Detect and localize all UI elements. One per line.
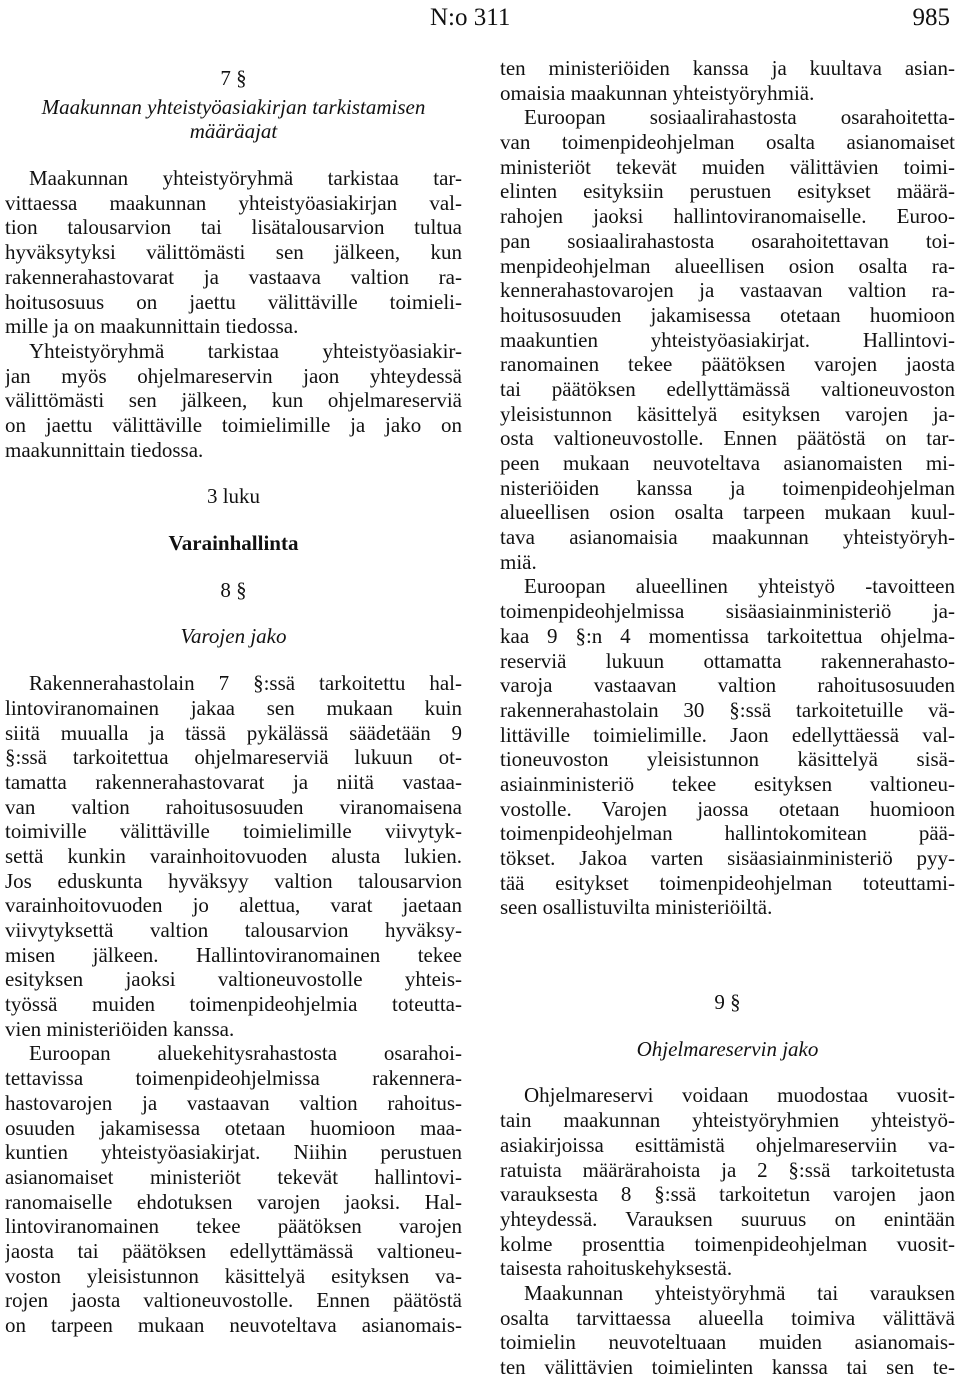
paragraph	[5, 339, 462, 462]
page-number-label: N:o 311	[430, 4, 511, 31]
section-9-heading: Ohjelmareservin jako	[636, 1036, 819, 1061]
text-line: taisesta rahoituskehyksestä.	[500, 1256, 733, 1281]
text-line: Euroopan sosiaalirahastosta osarahoitetta-	[524, 105, 955, 130]
paragraph	[500, 574, 955, 920]
chapter-number: 3 luku	[206, 484, 261, 509]
section-9-title: 9 §	[714, 990, 741, 1015]
text-line: esityksen jaoksi valtioneuvostolle yhteis-	[5, 967, 462, 992]
text-line: hoitusosuus on jaettu välittäville toimieli-	[5, 289, 462, 314]
text-line: ministeriöt tekevät muiden välittävien toimi-	[500, 154, 955, 179]
text-line: maakunnittain tiedossa.	[5, 437, 204, 462]
text-line: hyväksytyksi välittömästi sen jälkeen, kun	[5, 240, 462, 265]
text-line: tamatta rakennerahastovarat ja niitä vastaa-	[5, 769, 462, 794]
text-line: peen mukaan neuvoteltava asianomaisten mi-	[500, 451, 955, 475]
text-line: menpideohjelman alueellisen osion osalta ra-	[500, 253, 955, 278]
text-line: tion talousarvion tai lisätalousarvion tultua	[5, 215, 462, 240]
text-line: Jos eduskunta hyväksyy valtion talousarvion	[5, 868, 462, 893]
text-line: viivytyksettä valtion talousarvion hyväksy-	[5, 918, 462, 943]
text-line: yhteydessä. Varauksen suuruus on enintään	[500, 1206, 955, 1231]
text-line: tain maakunnan yhteistyöryhmien yhteistyö-	[500, 1108, 955, 1133]
text-line: pan sosiaalirahastosta osarahoitettavan toi-	[500, 228, 955, 253]
text-line: hastovarojen ja vastaavan valtion rahoitus-	[5, 1090, 462, 1115]
text-line: littäville toimielimille. Jaon edellyttäessä val-	[500, 722, 955, 747]
text-line: Rakennerahastolain 7 §:ssä tarkoitettu hal-	[29, 671, 462, 696]
text-line: lintoviranomainen jakaa sen mukaan kuin	[5, 695, 462, 720]
text-line: maakuntien yhteistyöasiakirjat. Hallintovi-	[500, 327, 955, 352]
section-8-title: 8 §	[220, 577, 247, 602]
text-line: jaosta tai päätöksen edellyttämässä valtioneu-	[5, 1238, 462, 1263]
text-line: asiakirjoissa esittämistä ohjelmareserviin va-	[500, 1132, 955, 1157]
text-line: Ohjelmareservi voidaan muodostaa vuosit-	[524, 1083, 955, 1108]
section-8-heading: Varojen jako	[180, 624, 287, 649]
paragraph	[5, 1041, 462, 1337]
text-line: kennerahastovarojen ja vastaavan valtion ra-	[500, 278, 955, 303]
text-line: tioneuvoston yleisistunnon käsittelyä sisä-	[500, 747, 955, 772]
text-line: voston yleisistunnon käsittelyä esityksen va-	[5, 1263, 462, 1288]
text-line: on tarpeen mukaan neuvoteltava asianomais-	[5, 1313, 462, 1338]
text-line: seen osallistuvilta ministeriöiltä.	[500, 895, 773, 920]
text-line: rahojen jaoksi hallintoviranomaiselle. Euroo-	[500, 204, 955, 229]
text-line: ratuista määrärahoista ja 2 §:ssä tarkoitetusta	[500, 1157, 955, 1182]
section-7-heading-line: Maakunnan yhteistyöasiakirjan tarkistamisen	[41, 94, 426, 119]
text-line: miä.	[500, 549, 537, 574]
text-line: rakennerahastovarat ja vastaava valtion ra-	[5, 264, 462, 289]
text-line: Yhteistyöryhmä tarkistaa yhteistyöasiakir-	[29, 338, 462, 363]
text-line: vittaessa maakunnan yhteistyöasiakirjan val-	[5, 190, 462, 215]
left-column	[5, 56, 462, 1338]
paragraph	[500, 1083, 955, 1281]
text-line: vostolle. Varojen jaossa otetaan huomioon	[500, 796, 955, 821]
text-line: tää esitykset toimenpideohjelman toteuttami-	[500, 870, 955, 895]
chapter-title: Varainhallinta	[168, 531, 299, 556]
paragraph	[5, 671, 462, 1041]
text-line: osalta tarvittaessa alueella toimiva välittävä	[500, 1305, 955, 1330]
text-line: reserviä lukuun ottamatta rakennerahasto-	[500, 648, 955, 673]
text-line: kuntien yhteistyöasiakirjat. Niihin perustuen	[5, 1140, 462, 1165]
text-line: Euroopan alueellinen yhteistyö -tavoitteen	[524, 574, 955, 599]
text-line: osuuden jakamisessa otetaan huomioon maa-	[5, 1115, 462, 1140]
text-line: toimenpideohjelmissa sisäasiainministeriö ja-	[500, 599, 955, 624]
text-line: varainhoitovuoden jo alettua, varat jaetaan	[5, 893, 462, 918]
text-line: yleisistunnon käsittelyä esityksen varojen ja-	[500, 401, 955, 426]
paragraph	[5, 166, 462, 339]
text-line: on jaettu välittäville toimielimille ja jako on	[5, 412, 462, 437]
text-line: varauksesta 8 §:ssä tarkoitetun varojen jaon	[500, 1182, 955, 1207]
text-line: rakennerahastolain 30 §:ssä tarkoitetuille vä-	[500, 697, 955, 722]
section-7-heading-line: määräajat	[189, 119, 278, 144]
text-line: settä kunkin varainhoitovuoden alusta lukien.	[5, 843, 462, 868]
text-line: työssä muiden toimenpideohjelmia toteutta-	[5, 992, 462, 1017]
text-line: jan myös ohjelmareservin jaon yhteydessä	[5, 363, 462, 388]
text-line: hoitusosuuden jakamisessa otetaan huomioon	[500, 302, 955, 327]
paragraph	[500, 1281, 955, 1380]
text-line: van valtion rahoitusosuuden viranomaisena	[5, 794, 462, 819]
text-line: tava asianomaisia maakunnan yhteistyöryh-	[500, 525, 955, 550]
right-column	[500, 56, 955, 1380]
text-line: mille ja on maakunnittain tiedossa.	[5, 314, 299, 339]
text-line: siitä muualla ja tässä pykälässä säädetään 9	[5, 720, 462, 745]
text-line: omaisia maakunnan yhteistyöryhmiä.	[500, 80, 815, 105]
text-line: ranomainen tekee päätöksen varojen jaosta	[500, 352, 955, 377]
page-number: 985	[912, 4, 950, 31]
text-line: välittömästi sen jälkeen, kun ohjelmareserviä	[5, 388, 462, 413]
text-line: osta valtioneuvostolle. Ennen päätöstä on tar-	[500, 426, 955, 451]
text-line: varoja vastaavan valtion rahoitusosuuden	[500, 673, 955, 698]
text-line: alueellisen osion osalta tarpeen mukaan kuul-	[500, 500, 955, 525]
paragraph	[500, 105, 955, 574]
text-line: toimielin neuvoteltuaan muiden asianomais-	[500, 1330, 955, 1355]
text-line: §:ssä tarkoitettua ohjelmareserviä lukuun ot-	[5, 745, 462, 770]
text-line: lintoviranomainen tekee päätöksen varojen	[5, 1214, 462, 1239]
page-header	[0, 0, 960, 40]
text-line: toimiville välittäville toimielimille viivytyk-	[5, 819, 462, 844]
text-line: rojen jaosta valtioneuvostolle. Ennen päätöstä	[5, 1288, 462, 1313]
text-line: Euroopan aluekehitysrahastosta osarahoi-	[29, 1041, 462, 1066]
text-line: vien ministeriöiden kanssa.	[5, 1016, 235, 1041]
text-line: kaa 9 §:n 4 momentissa tarkoitettua ohjelma-	[500, 623, 955, 648]
text-line: toimenpideohjelman hallintokomitean pää-	[500, 821, 955, 846]
text-line: tai päätöksen edellyttämässä valtioneuvoston	[500, 376, 955, 401]
text-line: van toimenpideohjelman osalta asianomaiset	[500, 130, 955, 155]
text-line: asianomaiset ministeriöt tekevät hallintovi-	[5, 1164, 462, 1189]
text-line: elinten esityksiin perustuen esitykset määrä-	[500, 179, 955, 204]
text-line: misen jälkeen. Hallintoviranomainen tekee	[5, 942, 462, 967]
text-line: ten välittävien toimielinten kanssa tai sen te-	[500, 1355, 955, 1380]
text-line: ranomaiselle ehdotuksen varojen jaoksi. Hal-	[5, 1189, 462, 1214]
text-line: ten ministeriöiden kanssa ja kuultava asian-	[500, 56, 955, 80]
text-line: Maakunnan yhteistyöryhmä tarkistaa tar-	[29, 166, 462, 191]
text-line: kolme prosenttia toimenpideohjelman vuosit-	[500, 1231, 955, 1256]
paragraph	[500, 56, 955, 105]
text-line: tettavissa toimenpideohjelmissa rakennera-	[5, 1066, 462, 1091]
text-line: Maakunnan yhteistyöryhmä tai varauksen	[524, 1280, 955, 1305]
text-line: tökset. Jakoa varten sisäasiainministeriö pyy-	[500, 846, 955, 870]
text-line: nisteriöiden kanssa ja toimenpideohjelman	[500, 475, 955, 500]
section-7-title: 7 §	[220, 66, 247, 90]
text-line: asiainministeriö tekee esityksen valtioneu-	[500, 771, 955, 796]
